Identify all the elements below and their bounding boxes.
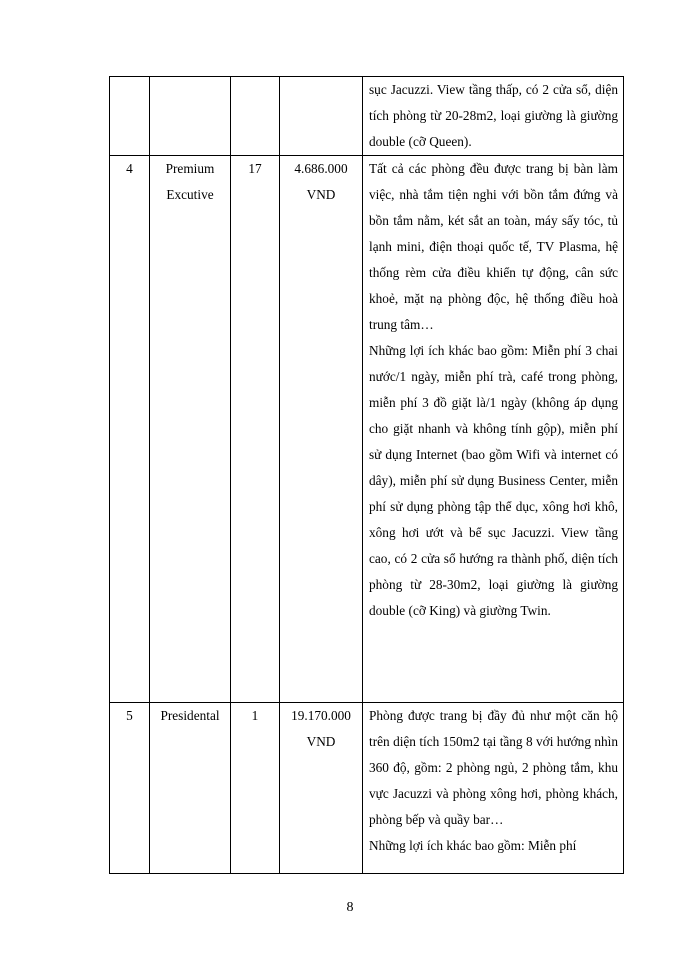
room-type-cell (150, 77, 231, 156)
description-paragraph: Những lợi ích khác bao gồm: Miễn phí 3 chai nước/1 ngày, miễn phí trà, café trong phòng, miễn phí 3 đồ giặt là/1 ngày (không áp dụng cho giặt nhanh và không tính gộp), miễn phí sử dụng Internet (bao gồm Wifi và internet có dây), miễn phí sử dụng Business Center, miễn phí sử dụng phòng tập thể dục, xông hơi khô, xông hơi ướt và bể sục Jacuzzi. View tầng cao, có 2 cửa sổ hướng ra thành phố, diện tích phòng từ 28-30m2, loại giường là giường double (cỡ King) và giường Twin. (369, 343, 618, 618)
table-row (110, 77, 624, 156)
description-paragraph: Phòng được trang bị đầy đủ như một căn hộ trên diện tích 150m2 tại tầng 8 với hướng nhìn 360 độ, gồm: 2 phòng ngủ, 2 phòng tắm, khu vực Jacuzzi và phòng xông hơi, phòng khách, phòng bếp và quầy bar… (369, 708, 618, 827)
row-number-cell (110, 77, 150, 156)
price-unit: VND (306, 734, 336, 749)
room-price-cell (280, 77, 363, 156)
room-quantity-cell: 1 (231, 703, 280, 874)
room-description-cell (363, 703, 624, 874)
room-price-cell (280, 703, 363, 874)
room-price-cell (280, 156, 363, 703)
table-row (110, 156, 624, 703)
price-amount: 19.170.000 (291, 708, 351, 723)
row-number-cell: 5 (110, 703, 150, 874)
page-number: 8 (346, 900, 354, 915)
row-number-cell: 4 (110, 156, 150, 703)
room-quantity-cell (231, 77, 280, 156)
price-unit: VND (306, 187, 336, 202)
description-paragraph: Tất cả các phòng đều được trang bị bàn làm việc, nhà tắm tiện nghi với bồn tắm đứng và bồn tắm nằm, két sắt an toàn, máy sấy tóc, tủ lạnh mini, điện thoại quốc tế, TV Plasma, hệ thống rèm cửa điều khiển tự động, cân sức khoẻ, mặt nạ phòng độc, hệ thống điều hoà trung tâm… (369, 161, 618, 332)
price-amount: 4.686.000 (294, 161, 348, 176)
room-description-cell (363, 156, 624, 703)
room-quantity-cell: 17 (231, 156, 280, 703)
room-description-cell (363, 77, 624, 156)
room-type-cell: Presidental (150, 703, 231, 874)
description-paragraph: sục Jacuzzi. View tầng thấp, có 2 cửa sổ, diện tích phòng từ 20-28m2, loại giường là giường double (cỡ Queen). (369, 82, 618, 149)
room-type-cell: Premium Excutive (150, 156, 231, 703)
description-paragraph: Những lợi ích khác bao gồm: Miễn phí (369, 838, 577, 853)
room-rate-table (109, 76, 624, 874)
table-row (110, 703, 624, 874)
